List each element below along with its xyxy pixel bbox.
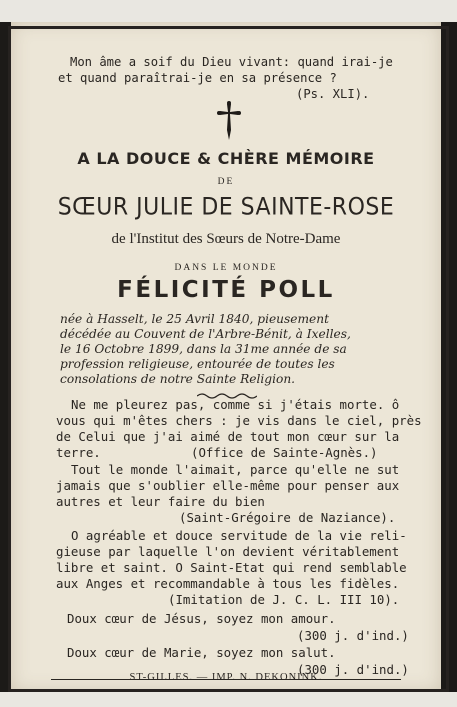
institute-line: de l'Institut des Sœurs de Notre-Dame [111, 231, 341, 247]
text-line: vous qui m'êtes chers : je vis dans le ciel, près [56, 413, 422, 428]
epigraph-line-2: et quand paraîtrai-je en sa présence ? [58, 71, 337, 85]
indulgence-note: (300 j. d'ind.) [297, 662, 409, 677]
cross-icon [216, 100, 242, 146]
text-line: Ne me pleurez pas, comme si j'étais morte. ô [71, 397, 400, 412]
text-line: terre. [56, 445, 101, 460]
text-line: libre et saint. O Saint-Etat qui rend semblable [56, 560, 407, 575]
bio-line: née à Hasselt, le 25 Avril 1840, pieusement [60, 312, 330, 326]
civil-name: FÉLICITÉ POLL [117, 277, 335, 303]
text-line: jamais que s'oublier elle-même pour penser aux [56, 478, 400, 493]
text-line: Tout le monde l'aimait, parce qu'elle ne sut [71, 462, 400, 477]
text-reference: (Imitation de J. C. L. III 10). [168, 592, 400, 607]
text-line: O agréable et douce servitude de la vie reli- [71, 528, 407, 543]
memorial-card [11, 22, 441, 692]
text-line: autres et leur faire du bien [56, 494, 265, 509]
bio-line: décédée au Couvent de l'Arbre-Bénit, à Ixelles, [60, 327, 351, 341]
dedication-de: DE [217, 177, 235, 187]
printer-imprint: ST-GILLES. — IMP. N. DEKONINK. [129, 672, 323, 683]
prayer-line: Doux cœur de Marie, soyez mon salut. [67, 645, 336, 660]
epigraph-line-1: Mon âme a soif du Dieu vivant: quand irai-je [70, 55, 393, 69]
text-line: gieuse par laquelle l'on devient véritablement [56, 544, 400, 559]
text-reference: (Saint-Grégoire de Naziance). [179, 510, 396, 525]
bio-line: consolations de notre Sainte Religion. [60, 372, 296, 386]
text-line: aux Anges et recommandable à tous les fidèles. [56, 576, 400, 591]
dedication-heading: A LA DOUCE & CHÈRE MÉMOIRE [77, 149, 375, 168]
scan-edge-top [0, 0, 457, 22]
text-reference: (Office de Sainte-Agnès.) [191, 445, 378, 460]
text-line: de Celui que j'ai aimé de tout mon cœur sur la [56, 429, 400, 444]
indulgence-note: (300 j. d'ind.) [297, 628, 409, 643]
epigraph-reference: (Ps. XLI). [296, 87, 370, 101]
world-label: DANS LE MONDE [174, 263, 278, 273]
scan-edge-bottom [0, 692, 457, 707]
bio-line: profession religieuse, entourée de toutes les [60, 357, 335, 371]
religious-name: SŒUR JULIE DE SAINTE-ROSE [57, 193, 395, 222]
bio-line: le 16 Octobre 1899, dans la 31me année de sa [60, 342, 347, 356]
prayer-line: Doux cœur de Jésus, soyez mon amour. [67, 611, 336, 626]
